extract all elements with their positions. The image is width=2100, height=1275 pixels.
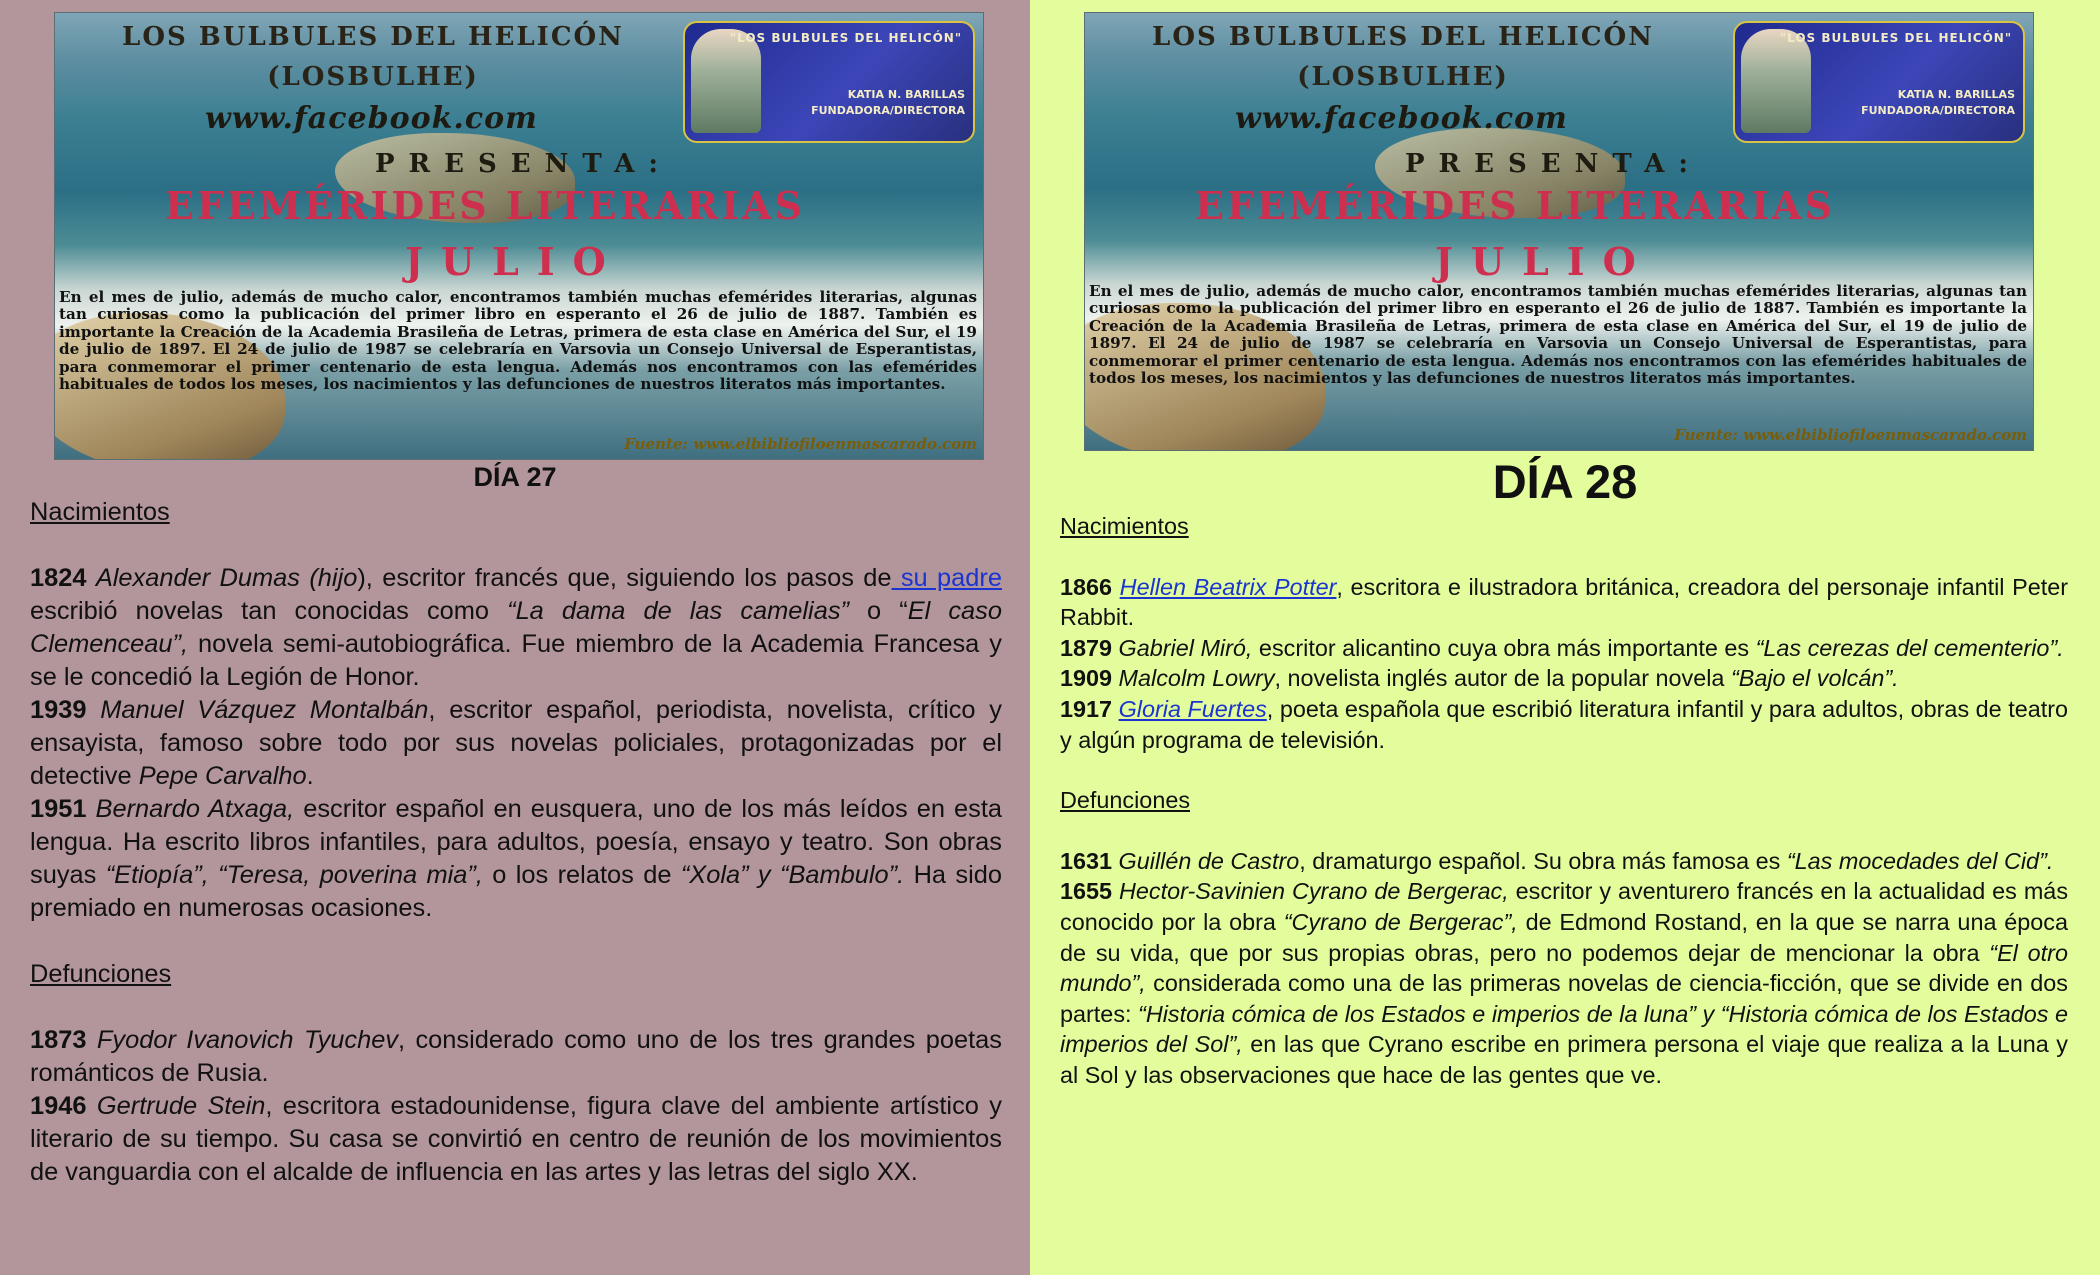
banner-inset bbox=[1733, 21, 2025, 143]
entry-name: Gabriel Miró, bbox=[1118, 634, 1253, 661]
banner-org bbox=[1103, 17, 1703, 97]
entry-work: “Cyrano de Bergerac”, bbox=[1283, 908, 1518, 935]
entry-work: “Las cerezas del cementerio”. bbox=[1755, 634, 2064, 661]
entry-work: “Bajo el volcán”. bbox=[1730, 665, 1899, 692]
entry-name: Guillén de Castro bbox=[1118, 847, 1300, 874]
entry-text: , escritora estadounidense, figura clave del ambiente artístico y literario de su tiempo. Su casa se convirtió en centro de reunión de los movimientos de vanguardia con el alcalde de influencia en las artes y las letras del siglo XX. bbox=[30, 1092, 1002, 1186]
entry-text: o los relatos de bbox=[482, 861, 681, 889]
entry-year: 1824 bbox=[30, 564, 87, 592]
entry-1939 bbox=[30, 694, 1002, 793]
entry-1951 bbox=[30, 793, 1002, 925]
entry-1909 bbox=[1060, 663, 2068, 694]
inset-role: FUNDADORA/DIRECTORA bbox=[811, 104, 965, 117]
entry-work: “La dama de las camelias” bbox=[507, 597, 849, 625]
banner-title: EFEMÉRIDES LITERARIAS bbox=[1195, 183, 1835, 228]
header-banner bbox=[54, 12, 984, 460]
banner-org-line1: LOS BULBULES DEL HELICÓN bbox=[1152, 22, 1654, 52]
inset-title: "LOS BULBULES DEL HELICÓN" bbox=[1779, 31, 2013, 45]
banner-title: EFEMÉRIDES LITERARIAS bbox=[165, 183, 805, 228]
entry-1946 bbox=[30, 1090, 1002, 1189]
entry-name: Hector-Savinien Cyrano de Bergerac, bbox=[1119, 878, 1509, 905]
entries-column bbox=[1060, 511, 2068, 1091]
entry-work: “El otro mundo”, bbox=[1060, 939, 2068, 997]
entry-text: , dramaturgo español. Su obra más famosa es bbox=[1299, 847, 1787, 874]
entry-text: , escritor español, periodista, novelista, crítico y ensayista, famoso sobre todo por sus novelas policiales, protagonizadas por el detective bbox=[30, 696, 1002, 790]
entry-1655 bbox=[1060, 876, 2068, 1090]
entry-text: novela semi-autobiográfica. Fue miembro de la Academia Francesa y se le concedió la Legión de Honor. bbox=[30, 630, 1002, 691]
banner-org-line2: (LOSBULHE) bbox=[267, 62, 479, 92]
banner-url: www.facebook.com bbox=[1235, 101, 1568, 136]
entry-work: Pepe Carvalho bbox=[138, 762, 307, 790]
hellen-beatrix-potter-link[interactable]: Hellen Beatrix Potter bbox=[1119, 573, 1337, 600]
entry-name: Manuel Vázquez Montalbán bbox=[100, 696, 429, 724]
inset-author: KATIA N. BARILLAS bbox=[847, 88, 965, 101]
deaths-heading: Defunciones bbox=[1060, 787, 1191, 814]
entry-text: , escritora e ilustradora británica, creadora del personaje infantil Peter Rabbit. bbox=[1060, 573, 2069, 631]
entry-text: , poeta española que escribió literatura infantil y para adultos, obras de teatro y algún programa de televisión. bbox=[1060, 695, 2069, 753]
entry-year: 1631 bbox=[1060, 847, 1113, 874]
page-day-28 bbox=[1030, 0, 2100, 1275]
entry-text: escritor alicantino cuya obra más importante es bbox=[1252, 634, 1756, 661]
entry-text: . bbox=[306, 762, 314, 790]
entry-text: escritor español en eusquera, uno de los más leídos en esta lengua. Ha escrito libros infantiles, para adultos, poesía, ensayo y teatro. Son obras suyas bbox=[30, 795, 1002, 889]
inset-author: KATIA N. BARILLAS bbox=[1897, 88, 2015, 101]
entry-year: 1655 bbox=[1060, 878, 1113, 905]
entry-name: Gertrude Stein bbox=[96, 1092, 266, 1120]
entry-text: o “ bbox=[848, 597, 908, 625]
banner-intro: En el mes de julio, además de mucho calor, encontramos también muchas efemérides literarias, algunas tan curiosas como la publicación del primer libro en esperanto el 26 de julio de 1887. También es importante la Creación de la Academia Brasileña de Letras, primera de esta clase en América del Sur, el 19 de julio de 1897. El 24 de julio de 1987 se celebraría en Varsovia un Consejo Universal de Esperantistas, para conmemorar el primer centenario de esta lengua. Además nos encontramos con las efemérides habituales de todos los meses, los nacimientos y las defunciones de nuestros literatos más importantes. bbox=[59, 288, 977, 394]
entry-1873 bbox=[30, 1024, 1002, 1090]
banner-source: Fuente: www.elbibliofiloenmascarado.com bbox=[1674, 426, 2027, 444]
inset-credits bbox=[1819, 87, 2015, 119]
banner-month: JULIO bbox=[405, 239, 624, 284]
day-heading: DÍA 27 bbox=[473, 462, 557, 492]
entry-1824 bbox=[30, 562, 1002, 694]
entry-work: “Historia cómica de los Estados e imperios de la luna” y “Historia cómica de los Estados e imperios del Sol”, bbox=[1060, 1000, 2069, 1058]
births-heading: Nacimientos bbox=[1060, 513, 1189, 539]
entry-text: Ha sido premiado en numerosas ocasiones. bbox=[30, 861, 1002, 922]
deaths-heading: Defunciones bbox=[30, 960, 172, 988]
entry-year: 1879 bbox=[1060, 634, 1113, 661]
gloria-fuertes-link[interactable]: Gloria Fuertes bbox=[1118, 695, 1267, 722]
entry-1866 bbox=[1060, 572, 2068, 633]
entry-text: ), escritor francés que, siguiendo los pasos de bbox=[357, 564, 892, 592]
inset-role: FUNDADORA/DIRECTORA bbox=[1861, 104, 2015, 117]
entry-year: 1946 bbox=[30, 1092, 87, 1120]
entry-text: escribió novelas tan conocidas como bbox=[30, 597, 508, 625]
page-day-27 bbox=[0, 0, 1030, 1275]
entry-work: El caso Clemenceau”, bbox=[30, 597, 1002, 658]
day-heading: DÍA 28 bbox=[1492, 455, 1638, 508]
banner-presenta: PRESENTA: bbox=[1405, 149, 1703, 179]
banner-url: www.facebook.com bbox=[205, 101, 538, 136]
inset-credits bbox=[769, 87, 965, 119]
header-banner bbox=[1084, 12, 2034, 451]
entry-work: “Las mocedades del Cid”. bbox=[1786, 847, 2054, 874]
entry-name: Fyodor Ivanovich Tyuchev bbox=[96, 1026, 399, 1054]
banner-org bbox=[73, 17, 673, 97]
entry-1879 bbox=[1060, 633, 2068, 664]
entry-name: Alexander Dumas (hijo bbox=[95, 564, 358, 592]
banner-presenta: PRESENTA: bbox=[375, 149, 673, 179]
entry-1917 bbox=[1060, 694, 2068, 755]
banner-intro: En el mes de julio, además de mucho calor, encontramos también muchas efemérides literarias, algunas tan curiosas como la publicación del primer libro en esperanto el 26 de julio de 1887. También es importante la Creación de la Academia Brasileña de Letras, primera de esta clase en América del Sur, el 19 de julio de 1897. El 24 de julio de 1987 se celebraría en Varsovia un Consejo Universal de Esperantistas, para conmemorar el primer centenario de esta lengua. Además nos encontramos con las efemérides habituales de todos los meses, los nacimientos y las defunciones de nuestros literatos más importantes. bbox=[1089, 282, 2027, 388]
entry-work: “Xola” y “Bambulo”. bbox=[680, 861, 905, 889]
entry-name: Malcolm Lowry bbox=[1118, 665, 1275, 692]
entry-year: 1951 bbox=[30, 795, 87, 823]
banner-month: JULIO bbox=[1435, 239, 1654, 284]
banner-inset bbox=[683, 21, 975, 143]
entry-year: 1939 bbox=[30, 696, 87, 724]
entry-text: , novelista inglés autor de la popular novela bbox=[1274, 665, 1731, 692]
entries-column bbox=[30, 496, 1002, 1189]
banner-source: Fuente: www.elbibliofiloenmascarado.com bbox=[624, 435, 977, 453]
su-padre-link[interactable]: su padre bbox=[891, 564, 1002, 592]
entry-year: 1917 bbox=[1060, 695, 1113, 722]
entry-text: escritor y aventurero francés en la actualidad es más conocido por la obra bbox=[1060, 878, 2069, 935]
entry-year: 1909 bbox=[1060, 665, 1113, 692]
entry-year: 1866 bbox=[1060, 573, 1113, 600]
entry-text: , considerado como uno de los tres grandes poetas románticos de Rusia. bbox=[30, 1026, 1002, 1087]
inset-title: "LOS BULBULES DEL HELICÓN" bbox=[729, 31, 963, 45]
entry-1631 bbox=[1060, 846, 2068, 877]
banner-org-line2: (LOSBULHE) bbox=[1297, 62, 1509, 92]
entry-year: 1873 bbox=[30, 1026, 87, 1054]
entry-work: “Etiopía”, “Teresa, poverina mia”, bbox=[105, 861, 483, 889]
banner-org-line1: LOS BULBULES DEL HELICÓN bbox=[122, 22, 624, 52]
entry-text: en las que Cyrano escribe en primera persona el viaje que realiza a la Luna y al Sol y las observaciones que hace de las gentes que ve. bbox=[1060, 1031, 2068, 1088]
entry-text: considerada como una de las primeras novelas de ciencia-ficción, que se divide en dos partes: bbox=[1060, 970, 2068, 1027]
entry-name: Bernardo Atxaga, bbox=[95, 795, 295, 823]
entry-text: de Edmond Rostand, en la que se narra una época de su vida, que por sus propias obras, pero no podemos dejar de mencionar la obra bbox=[1060, 908, 2069, 966]
births-heading: Nacimientos bbox=[30, 498, 170, 526]
